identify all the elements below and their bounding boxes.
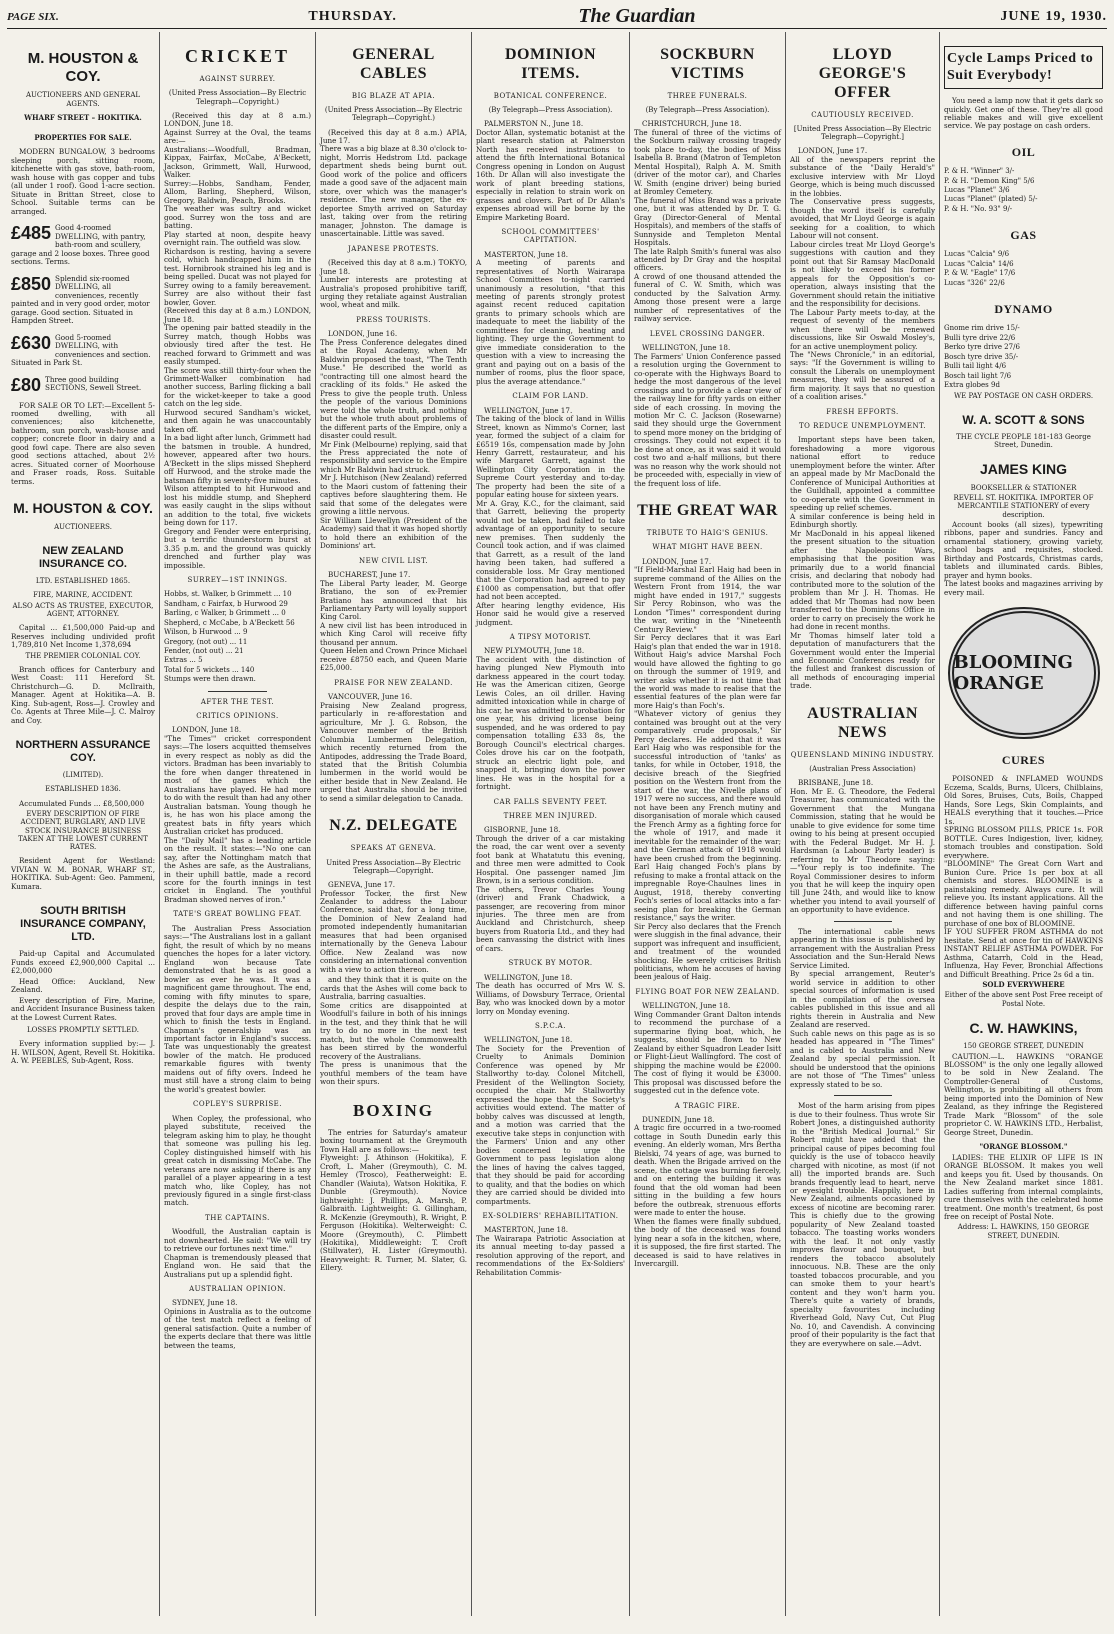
ad-northern-desc: EVERY DESCRIPTION OF FIRE ACCIDENT, BURGLARY, AND LIVE STOCK INSURANCE BUSINESS TAKEN AT THE LOWEST CURRENT RATES. — [18, 810, 148, 852]
ad-property-5-text: Three good building SECTIONS, Sewell Street. — [45, 375, 142, 392]
ad-postage: WE PAY POSTAGE ON CASH ORDERS. — [953, 392, 1094, 401]
article-tipsy-body: NEW PLYMOUTH, June 18. The accident with the distinction of having plunged New Plymouth into darkness appeared in the court today. He was the American citizen, George Lewis Coles, an oil driller. Having admitted intoxication while in charge of his car, he was admitted to probation for one year, his driving license being suspended, and he was ordered to pay compensation totalling £33 8s, the Borough Council's electrical charges. Coles drove his car on the footpath, struck an electric light pole, and snapped it, bringing down the power lines. He was in the hospital for a fortnight. — [476, 646, 625, 792]
article-rehab-body: MASTERTON, June 18. The Wairarapa Patriotic Association at its annual meeting to-day passed a resolution approving of the report, and recommendations of the Ex-Soldiers' Rehabilitation Commis- — [476, 1225, 625, 1277]
ad-caution: CAUTION.—L. HAWKINS "ORANGE BLOSSOM" is the only one legally allowed to be sold in New Zealand. The Comptroller-General of Customs, Wellington, is prohibiting all others from being imported into the Dominion of New Zealand, as they infringe the Registered Trade Mark "Blossom" of the sole proprietor C. W. HAWKINS LTD., Herbalist, George Street, Dunedin. — [944, 1051, 1103, 1137]
subhead-copley: COPLEY'S SURPRISE. — [193, 1100, 282, 1109]
price-850: £850 — [11, 274, 52, 294]
subhead-three-men: THREE MEN INJURED. — [503, 811, 598, 820]
masthead — [7, 6, 1107, 29]
divider — [208, 691, 267, 692]
article-copley-body: When Copley, the professional, who played substitute, received the telegram asking him to play, he thought that someone was pulling his leg. Copley distinguished himself with his great catch in dismissing McCabe. The veterans are now asking if there is any parallel of a player appearing in a test match who, like Copley, has not previously figured in a single first-class match. — [164, 1113, 311, 1208]
subhead-haig: TRIBUTE TO HAIG'S GENIUS. — [646, 529, 769, 538]
ad-property-2 — [11, 224, 155, 266]
article-level-crossing-body: WELLINGTON, June 18. The Farmers' Union Conference passed a resolution urging the Government to co-operate with the Highways Board to hedge the most dangerous of the level crossings and to provide a clear view of the railway line for fifty yards on either side of each crossing. In moving the motion Mr C. C. Jackson (Rosewarne) said they should urge the Government to spend more money on the bridging of crossings. They could not expect it to be done at once, as it was said it would cost two and a-half millions, but there was no reason why the work should not be proceeded with, especially in view of the frequent loss of life. — [634, 343, 781, 488]
issue-day: THURSDAY. — [308, 8, 397, 24]
subhead-after-test: AFTER THE TEST. — [200, 697, 275, 706]
article-spca-body: WELLINGTON, June 18. The Society for the Prevention of Cruelty to Animals Dominion Conference was opened by Mr Stallworthy to-day. Colonel Mitchell, President of the Wellington Society, occupied the chair. Mr Stallworthy expressed the hope that the Society's activities would extend. The matter of bobby calves was discussed at length, and a motion was carried that the executive take steps in conjunction with the Farmers' Union and any other bodies concerned to urge the Government to pass legislation along the lines of having the calves tagged, that they should be paid for according to quality, and that the bodies on which they are carried should be divided into compartments. — [476, 1035, 625, 1206]
scorecard: Hobbs, st. Walker, b Grimmett ... 10 Sandham, c Fairfax, b Hurwood 29 Barling, c Walker, b Grimmett ... 0 Shepherd, c McCabe, b A'Beckett 56 Wilson, b Hurwood ... 9 Gregory, (not out) ... 11 Fender, (not out) ... 21 Extras ... 5 Total for 5 wickets ... 140 Stumps were then drawn. — [164, 590, 295, 684]
credit-cables: (United Press Association—By Electric Telegraph—Copyright.) — [324, 106, 463, 123]
ad-houston-sub-2: AUCTIONEERS. — [54, 522, 112, 531]
ad-nz-insurance-branches: Branch offices for Canterbury and West Coast: 111 Hereford St. Christchurch—G. D. McIlraith, Manager. Agent at Hokitika—A. B. King. Sub-agent, Ross—J. Crowley and Co. Agents at Three Mile—J. C. Malroy and Coy. — [11, 664, 155, 725]
ad-nz-insurance-kind: FIRE, MARINE, ACCIDENT. — [33, 591, 133, 600]
article-geneva-body: GENEVA, June 17. Professor Tocker, the first New Zealander to address the Labour Conference, said that, for a long time, the Dominion of New Zealand had promoted independently humanitarian measures that had been organised internationally by the Geneva Labour Office. New Zealand was now considering an international convention with a view to action thereon. — [320, 880, 467, 974]
ad-nz-insurance-acts: ALSO ACTS AS TRUSTEE, EXECUTOR, AGENT, ATTORNEY. — [12, 601, 154, 618]
price-80: £80 — [11, 375, 42, 394]
article-queensland-body: BRISBANE, June 18. Hon. Mr E. G. Theodore, the Federal Treasurer, has communicated with the Government that the Mungana Commission, stating that he would be unable to give evidence for some time owing to his being at present occupied with the Federal Budget. Mr H. J. Hardsman (a Labour Party leader) is referring to Mr Theodore saying:—"Your reply is too indefinite. The Royal Commissioner desires to inform you that he will keep the inquiry open till June 24th, and would like to know whether you intend to avail yourself of an opportunity to have evidence. — [790, 778, 935, 915]
article-claim-body: WELLINGTON, June 17. The taking of the block of land in Willis Street, known as Nimmo's Corner, last year, formed the subject of a claim for £6519 16s, compensation made by John Henry Garrett, restaurateur, and his wife Margaret Garrett, against the Wellington City Corporation in the Supreme Court yesterday and to-day. The property had been the site of a popular eating house for sixteen years. Mr A. Gray, K.C., for the claimant, said that Garrett, believing the property would not be taken, had failed to take advantage of an opportunity to secure new premises. Then suddenly the Council took action, and if was claimed that Garrett, as a result of the land having been taken, had suffered a considerable loss. Mr Gray mentioned that the Corporation had agreed to pay £1000 as compensation, but that offer had not been accepted. After hearing lengthy evidence, His Honor said he would give a reserved judgment. — [476, 405, 625, 627]
headline-australian-news: AUSTRALIAN NEWS — [807, 704, 918, 741]
subhead-might-have-been: WHAT MIGHT HAVE BEEN. — [652, 543, 763, 552]
ad-cycle-lamps-body: You need a lamp now that it gets dark so quickly. Get one of these. They're all good reliable makes and will give excellent service. We pay postage on cash orders. — [944, 96, 1103, 131]
price-630: £630 — [11, 333, 52, 353]
ad-cycle-lamps-title: Cycle Lamps Priced to Suit Everybody! — [944, 46, 1103, 89]
ad-south-british-office: Head Office: Auckland, New Zealand. — [11, 976, 155, 995]
ad-south-british-losses: LOSSES PROMPTLY SETTLED. — [26, 1026, 140, 1035]
subhead-claim-land: CLAIM FOR LAND. — [512, 392, 589, 401]
ad-northern-agent: Resident Agent for Westland: VIVIAN W. M. BONAR, WHARF ST., HOKITIKA. Sub-Agent: Geo. Pammeni, Kumara. — [11, 856, 155, 891]
article-japanese-body: (Received this day at 8 a.m.) TOKYO, June 18. Lumber interests are protesting at Australia's proposed prohibitive tariff, urging they retaliate against Australian wool, wheat and milk. — [320, 258, 467, 310]
ad-property-4 — [11, 334, 155, 368]
ad-hawkins-title: C. W. HAWKINS, — [969, 1019, 1078, 1036]
article-tragic-fire-body: DUNEDIN, June 18. A tragic fire occurred in a two-roomed cottage in South Dunedin early this evening. An elderly woman, Mrs Bertha Bielski, 74 years of age, was burned to death. When the Brigade arrived on the scene, the cottage was burning fiercely, and on entering the building it was found that the old woman had been sitting in the building a few hours before the outbreak, strenuous efforts were made to enter the house. When the flames were finally subdued, the body of the deceased was found lying near a sofa in the kitchen, where, it is supposed, the fire first started. The deceased is said to have relatives in Invercargill. — [634, 1114, 781, 1269]
credit-lloyd-george: [United Press Association—By Electric Telegraph—Copyright.] — [793, 124, 932, 142]
subhead-tragic-fire: A TRAGIC FIRE. — [674, 1101, 741, 1110]
subhead-unemployment: TO REDUCE UNEMPLOYMENT. — [798, 422, 926, 431]
subhead-botanical: BOTANICAL CONFERENCE. — [493, 91, 608, 100]
subhead-level-crossing: LEVEL CROSSING DANGER. — [649, 329, 766, 338]
ad-dynamo-heading: DYNAMO — [994, 302, 1053, 317]
newspaper-title: The Guardian — [578, 5, 696, 28]
ad-nz-insurance-capital: Capital ... £1,500,000 Paid-up and Reserves including undivided profit 1,789,810 Net Income 1,378,694 — [11, 623, 155, 650]
subhead-funerals: THREE FUNERALS. — [667, 91, 748, 100]
subhead-against-surrey: AGAINST SURREY. — [199, 75, 276, 84]
ad-cures-heading: CURES — [1001, 753, 1046, 768]
page-number: PAGE SIX. — [7, 10, 59, 23]
headline-sockburn: SOCKBURN VICTIMS — [660, 46, 755, 82]
article-car-falls-body: GISBORNE, June 18. Through the driver of a car mistaking the road, the car went over a seventy foot bank at Whatatutu this evening, and three men were admitted to Cook Hospital. One passenger named Jim Brown, is in a serious condition. The others, Trevor Charles Young (driver) and Frank Chadwick, a passenger, are recovering from minor injuries. The three men are from Auckland and Christchurch, sheep buyers from Ruatoria Ltd., and they had been canvassing the district with lines of cars. — [476, 825, 625, 953]
article-flying-boat-body: WELLINGTON, June 18. Wing Commander Grant Dalton intends to recommend the purchase of a supermarine flying boat, which, he suggests, should be flown to New Zealand by either Squadron Leader Isitt or Flight-Lieut Wallingford. The cost of shipping the machine would be £2000. The cost of flying it would be £3000. This proposal was discussed before the suggested cut in the defence vote. — [634, 1001, 781, 1096]
article-apia-body: (Received this day at 8 a.m.) APIA, June 17. There was a big blaze at 8.30 o'clock to-night, Morris Hedstrom Ltd. package department sheds being burnt out. Good work of the police and officers made a good save of the adjacent main store, over which was the manager's residence. The new manager, the ex-deportee Smyth arrived on Saturday last, taking over from the retiring manager, Johnston. The damage is unascertainable. Little was saved. — [320, 127, 467, 239]
column-lloyd-george — [785, 32, 939, 1616]
ad-scott-title: W. A. SCOTT & SONS — [962, 412, 1085, 427]
subhead-queensland: QUEENSLAND MINING INDUSTRY. — [790, 750, 935, 759]
ad-property-2-text: Good 4-roomed DWELLING, with pantry, bath-room and scullery, garage and 2 loose boxes. Three good sections. Terms. — [11, 224, 150, 267]
credit-australian: (Australian Press Association) — [809, 764, 916, 773]
subhead-struck: STRUCK BY MOTOR. — [508, 959, 593, 968]
credit-dominion: (By Telegraph—Press Association). — [488, 106, 613, 114]
ad-gas-heading: GAS — [1010, 228, 1037, 243]
subhead-australian-opinion: AUSTRALIAN OPINION. — [189, 1285, 286, 1294]
ad-houston-title-2: M. HOUSTON & COY. — [13, 500, 153, 517]
subhead-cautiously: CAUTIOUSLY RECEIVED. — [811, 110, 914, 119]
ad-south-british-info: Every information supplied by:— J. H. WILSON, Agent, Revell St. Hokitika. A. W. PEEBLES, Sub-Agent, Ross. — [11, 1039, 155, 1066]
ad-oil-prices: P. & H. "Winner" 3/- P. & H. "Demon King" 5/6 Lucas "Planet" 3/6 Lucas "Planet" (plated) 5/- P. & H. "No. 93" 9/- — [944, 167, 1038, 213]
subhead-fresh-efforts: FRESH EFFORTS. — [826, 407, 899, 416]
subhead-apia: BIG BLAZE AT APIA. — [351, 91, 436, 100]
ad-nz-insurance-title: NEW ZEALAND INSURANCE CO. — [38, 545, 127, 571]
headline-dominion-items: DOMINION ITEMS. — [504, 46, 597, 82]
ad-sold-everywhere: SOLD EVERYWHERE — [982, 980, 1065, 989]
credit-sockburn: (By Telegraph—Press Association). — [645, 106, 770, 114]
ad-property-5 — [11, 376, 155, 394]
ad-northern-est: ESTABLISHED 1836. — [45, 785, 121, 794]
article-botanical-body: PALMERSTON N., June 18. Doctor Allan, systematic botanist at the plant research station at Palmerston North has received instructions to attend the fifth International Botanical Congress opening in London on August 16th. Dr Allan will also investigate the work of plant breeding stations, especially in relation to strain work on grasses and clovers. Part of Dr Allan's expenses abroad will be borne by the Empire Marketing Board. — [476, 119, 625, 222]
article-school-body: MASTERTON, June 18. A meeting of parents and representatives of North Wairarapa School Committees to-night carried unanimously a resolution, "that this meeting of parents strongly protest against recent reduced capitation grants to primary schools which are inadequate to meet the liability of the committees for cleaning, heating and lighting. They urge the Government to give immediate consideration to the question with a view to increasing the grant and paying out on a basis of the number of rooms, plus the floor space, plus the average attendance." — [476, 249, 625, 386]
article-press-tourists-body: LONDON, June 16. The Press Conference delegates dined at the Royal Academy, when Mr Baldwin proposed the toast, "The Tenth Muse." He described the world as "contracting till one almost heard the crackling of its folds." He asked the Press to give the people truth. Unless the people of the various Dominions were told the whole truth, and nothing but the whole truth about problems of the different parts of the Empire, only a disaster could result. Mr Fink (Melbourne) replying, said that the Press appreciated the note of responsibility and service to the Empire which Mr Baldwin had struck. Mr J. Hutchison (New Zealand) referred to the Maori custom of fattening their captives before slaughtering them. He said that some of the delegates were growing a little nervous. Sir William Llewellyn (President of the Academy) said that it was hoped shortly to hold there an exhibition of the Dominions' art. — [320, 329, 467, 551]
article-cricket-continued: and they think that it is quite on the cards that the Ashes will come back to Australia, barring casualties. Some critics are disappointed at Woodfull's failure in both of his innings in the test, and they think that he will try to do no more in the next test match, but the whole Commonwealth has been stirred by the wonderful recovery of the Australians. The press is unanimous that the youthful members of the team have won their spurs. — [320, 975, 467, 1087]
article-boxing-body: The entries for Saturday's amateur boxing tournament at the Greymouth Town Hall are as follows:— Flyweight: J. Athinson (Hokitika), F. Croft, L. Maher (Greymouth), C. M. Hemley (Trosco), Featherweight: E. Chandler (Waiuta), Watson Hokitika, F. Dunble (Greymouth). Novice lightweight: J. Phillips, A. Marsh, P. Galbraith. Lightweight: G. Gillingham, R. McKenzie (Greymouth), R. Wright, P. Ferguson (Hokitika). Welterweight: C. Moore (Greymouth), C. Plimbett (Hokitika), Middleweight: T. Croft (Stillwater), H. Lister (Greymouth). Heavyweight: R. Turner, M. Slater, G. Ellery. — [320, 1127, 467, 1273]
ad-james-king-body: Account books (all sizes), typewriting ribbons, paper and sundries. Fancy and ornamental stationery, growing variety, school bags and requisites, stocked. Birthday and Postcards, Christmas cards, tablets and illuminated cards. Bibles, prayer and hymn books. The latest books and magazines arriving by every mail. — [944, 519, 1103, 597]
article-cricket-body: (Received this day at 8 a.m.) LONDON, June 18. Against Surrey at the Oval, the teams are:— Australians:—Woodfull, Bradman, Kippax, Fairfax, McCabe, A'Beckett, Jackson, Grimmett, Wall, Hurwood, Walker. Surrey:—Hobbs, Sandham, Fender, Allom, Barling, Shepherd, Wilson, Gregory, Baldwin, Peach, Brooks. The weather was sultry and wicket good. Surrey won the toss and are batting. Play started at noon, despite heavy overnight rain. The outfield was slow. Richardson is resting, having a severe cold, which handicapped him in the test. Hornibrook strained his leg and is being spelled. Ducat was not played for Surrey owing to a family bereavement. Surrey are also without their fast bowler, Gover. (Received this day at 8 a.m.) LONDON, June 18. The opening pair batted steadily in the Surrey match, though Hobbs was obviously tired after the test. He reached forward to Grimmett and was easily stumped. The score was still thirty-four when the Grimmett-Walker combination had another success, Barling flicking a ball for the wicket-keeper to take a good catch on the leg side. Hurwood secured Sandham's wicket, and then again he was unaccountably taken off. In a bad light after lunch, Grimmett had the batsmen in trouble. A hundred, however, appeared after two hours. A'Beckett in the slips missed Shepherd off Hurwood, and the stroke made the batsman fifty in seventy-five minutes. Wilson attempted to hit Hurwood and lost his middle stump, and Shepherd was easily caught in the slips without an addition to the total, five wickets being down for 117. Gregory and Fender were enterprising, but a terrific thunderstorm burst at 3.35 p.m. and the ground was quickly drenched and further play was impossible. — [164, 110, 311, 570]
ad-property-1: MODERN BUNGALOW, 3 bedrooms sleeping porch, sitting room, kitchenette with gas stove, bath-room, wash house with gas copper and tubs (all under 1 roof). Good 1-acre section. Situate in Brittan Street, close to School. Suitable terms can be arranged. — [11, 147, 155, 216]
divider — [834, 921, 892, 922]
article-critics-body: LONDON, June 18. "The Times'" cricket correspondent says:—The losers acquitted themselves in every respect as nobly as did the victors. Bradman has been invariably to the fore when danger threatened in most of the games which the Australians have played. He had more to do with the result than had any other Australian batsman. Young though he is, he has won his place among the greatest bats in fifty years which Australian cricket has produced. The "Daily Mail" has a leading article on the result. It states:—"No one can say, after the Nottingham match that the Ashes are safe, as the Australians, in their uphill battle, made a record score for the fourth innings in test cricket in England. The youthful Bradman showed nerves of iron." — [164, 725, 311, 904]
column-cricket — [159, 32, 315, 1616]
ad-scott-sub: THE CYCLE PEOPLE 181-183 George Street, Dunedin. — [956, 432, 1091, 450]
subhead-japanese: JAPANESE PROTESTS. — [347, 244, 440, 253]
ad-south-british-capital: Paid-up Capital and Accumulated Funds exceed £2,900,000 Capital ... £2,000,000 — [11, 949, 155, 976]
column-advertisements — [7, 32, 159, 1616]
ad-hawkins-address: 150 GEORGE STREET, DUNEDIN — [963, 1042, 1084, 1051]
ad-south-british-title: SOUTH BRITISH INSURANCE COMPANY, LTD. — [20, 905, 146, 944]
subhead-press-tourists: PRESS TOURISTS. — [356, 315, 431, 324]
article-funerals-body: CHRISTCHURCH, June 18. The funeral of three of the victims of the Sockburn railway crossing tragedy took place to-day, the bodies of Miss Isabella B. Brand (Matron of Templeton Mental Hospital), Ralph A. M. Smith (driver of the motor car), and Charles W. Smith (engine driver) being buried at Bromley Cemetery. The funeral of Miss Brand was a private one, but it was attended by Dr. T. G. Gray (Director-General of Mental Hospitals), and members of the staffs of Sunnyside and Templeton Mental Hospitals. The late Ralph Smith's funeral was also attended by Dr Gray and the hospital officers. A crowd of one thousand attended the funeral of C. W. Smith, which was conducted by the Salvation Army. Among those present were a large number of representatives of the railway service. — [634, 119, 781, 324]
ad-property-3-text: Splendid six-roomed DWELLING, all conveniences, recently painted and in very good order, motor garage. Good section. Situated in Hampden Street. — [11, 274, 150, 326]
ad-property-6: FOR SALE OR TO LET:—Excellent 5-roomed dwelling, with all conveniences; also kitchenette, bathroom, sun porch, wash-house and copper; concrete floor in dairy and a good fowl cape. There are also seven good sections attached, about 2½ acres. Situated corner of Moorhouse and Fraser roads, Ross. Suitable terms. — [11, 400, 155, 486]
credit-cricket: (United Press Association—By Electric Telegraph—Copyright.) — [168, 89, 307, 106]
ad-houston-title: M. HOUSTON & COY. — [27, 50, 139, 85]
headline-lloyd-george: LLOYD GEORGE'S OFFER — [818, 46, 907, 101]
ad-hawkins-address-2: Address: L. HAWKINS, 150 GEORGE STREET, DUNEDIN. — [957, 1223, 1090, 1240]
ad-property-4-text: Good 5-roomed DWELLING, with conveniences and section. Situated in Park St. — [11, 333, 151, 368]
subhead-rehab: EX-SOLDIERS' REHABILITATION. — [482, 1212, 619, 1221]
ad-oil-heading: OIL — [1011, 144, 1036, 159]
subhead-geneva: SPEAKS AT GENEVA. — [350, 844, 437, 853]
newspaper-page — [7, 6, 1107, 1618]
ad-james-king-title: JAMES KING — [979, 461, 1068, 478]
subhead-car-falls: CAR FALLS SEVENTY FEET. — [493, 797, 608, 806]
tobacco-advertorial: Most of the harm arising from pipes is due to their foulness. Thus wrote Sir Robert Jones, a distinguished authority in the "British Medical Journal." Sir Robert might have added that the principal cause of pipes becoming foul quickly is the use of tobacco heavily charged with nicotine, as most (if not all) the imported brands are. Such brands frequently lead to heart, nerve or eyesight trouble. Happily, here in New Zealand, ailments occasioned by excess of nicotine are becoming rarer. This is chiefly due to the growing popularity of New Zealand toasted tobacco. The toasting works wonders with the leaf. It not only vastly improves flavour and bouquet, but renders the tobacco absolutely innocuous. N.B. These are the only toasted tobaccos procurable, and you can smoke them to your heart's content and they won't harm you. There's quite a variety of brands, specialty favourites including Riverhead Gold, Navy Cut, Cut Plug No. 10, and Cavendish. A convincing proof of their popularity is the fact that they are everywhere on sale.—Advt. — [790, 1101, 935, 1348]
ad-cures-body: POISONED & INFLAMED WOUNDS Eczema, Scalds, Burns, Ulcers, Chilblains, Old Sores, Bruises, Cuts, Boils, Chapped Hands, Sore Legs, Skin Complaints, and HEALS everything that it touches.—Price 1s. SPRING BLOSSOM PILLS, PRICE 1s. FOR BOTTLE. Cures Indigestion, liver, kidney, stomach troubles and constipation. Sold everywhere. "BLOOMINE" The Great Corn Wart and Bunion Cure. Price 1s per box at all chemists and stores. BLOOMINE is a painstaking remedy. Always cure. It will relieve you. Its instant applications. All the difference between having painful corns and not having them is one shilling. The purchase of one box of BLOOMINE. IF YOU SUFFER FROM ASTHMA do not hesitate. Send at once for tin of HAWKINS INSTANT RELIEF ASTHMA POWDER. For Asthma, Catarrh, Cold in the Head, Influenza, Hay Fever, Bronchial Affections and Difficult Breathing. Price 2s 6d a tin. — [944, 774, 1103, 979]
ad-dynamo-prices: Gnome rim drive 15/- Bulli tyre drive 22/6 Berko tyre drive 27/6 Bosch tyre drive 35/- Bulli tail light 4/6 Bosch tail light 7/6 Extra globes 9d — [944, 324, 1020, 389]
ad-james-king-address: REVELL ST. HOKITIKA. IMPORTER OF MERCANTILE STATIONERY of every description. — [953, 494, 1094, 519]
article-tate-body: The Australian Press Association says:—"The Australians lost in a gallant fight, the result of which by no means quenches the hopes for a later victory. England won because Tate demonstrated that he is as good a bowler as ever he was. It was a magnificent game throughout. The end, coming with fifty minutes to spare, despite the delays due to the rain, proved that four days are ample time in which to finish the tests in England. Chapman's generalship was an important factor in England's success. Tate was unquestionably the greatest bowler of the match. He produced remarkable figures with twenty maidens out of fifty overs. Indeed he must still have a strong claim to being the world's greatest bowler. — [164, 923, 311, 1094]
subhead-tipsy: A TIPSY MOTORIST. — [509, 633, 592, 642]
article-lloyd-george-body: LONDON, June 17. All of the newspapers reprint the substance of the "Daily Herald's" exclusive interview with Mr Lloyd George, which is being much discussed in the lobbies. The Conservative press suggests, though the word itself is carefully avoided, that Mr Lloyd George is again seeking for a coalition, to which Labour will not consent. Labour circles treat Mr Lloyd George's suggestions with caution and they point out that Sir Ramsay MacDonald is not likely to exceed his former appeals for the Opposition's co-operation, always insisting that the Government should retain the initiative and the responsibility for decisions. The Labour Party meets to-day, at the request of seventy of the members when there will be renewed discussions, like Sir Oswald Mosley's, for an active unemployment policy. The "News Chronicle," in an editorial, says: "If the Government is willing to consult the Liberals on unemployment measures, they will be assured of a firm majority. It says that no question of a coalition arises." — [790, 146, 935, 402]
headline-boxing: BOXING — [353, 1100, 434, 1120]
subhead-school: SCHOOL COMMITTEES' CAPITATION. — [501, 228, 600, 245]
credit-geneva: United Press Association—By Electric Telegraph—Copyright. — [326, 858, 461, 875]
ad-northern-title: NORTHERN ASSURANCE COY. — [15, 739, 151, 765]
subhead-civil-list: NEW CIVIL LIST. — [358, 556, 429, 565]
headline-great-war: THE GREAT WAR — [637, 502, 778, 520]
article-captains-body: Woodfull, the Australian captain is not downhearted. He said: "We will try to retrieve our fortunes next time." Chapman is tremendously pleased that England won. He said that the Australians put up a splendid fight. — [164, 1227, 311, 1279]
ad-houston-sub: AUCTIONEERS AND GENERAL AGENTS. — [25, 91, 141, 108]
price-485: £485 — [11, 224, 52, 244]
ad-sold-sub: Either of the above sent Post Free receipt of Postal Note. — [944, 991, 1103, 1008]
ad-property-3 — [11, 275, 155, 326]
ad-ladies: LADIES: THE ELIXIR OF LIFE IS IN ORANGE BLOSSOM. It makes you well and keeps you fit. Used by thousands. On the New Zealand market since 1881. Ladies suffering from internal complaints, cure themselves with the celebrated home treatment. One month's treatment, 6s post free on receipt of Postal Note. — [944, 1152, 1103, 1221]
article-praise-body: VANCOUVER, June 16. Praising New Zealand progress, particularly in re-afforestation and agriculture, Mr J. G. Robson, the Vancouver member of the British Columbia Lumbermen Delegation, which recently returned from the Antipodes, addressing the Trade Board, stated that the British Columbia lumbermen in the world would be either beside that in New Zealand. He urged that Australia should be invited to send a similar delegation to Canada. — [320, 692, 467, 803]
subhead-tate: TATE'S GREAT BOWLING FEAT. — [173, 910, 302, 919]
subhead-flying-boat: FLYING BOAT FOR NEW ZEALAND. — [635, 987, 780, 996]
ad-james-king-sub: BOOKSELLER & STATIONER — [970, 483, 1077, 492]
ad-gas-prices: Lucas "Calcia" 9/6 Lucas "Calcia" 14/6 P. & W. "Eagle" 17/6 Lucas "326" 22/6 — [944, 250, 1016, 287]
ad-northern-funds: Accumulated Funds ... £8,500,000 — [19, 798, 145, 808]
ad-south-british-desc: Every description of Fire, Marine, and Accident Insurance Business taken at the Lowest Current Rates. — [11, 995, 155, 1022]
subhead-captains: THE CAPTAINS. — [205, 1213, 270, 1222]
ad-houston-address: WHARF STREET – HOKITIKA. — [24, 112, 142, 122]
cable-notice: The international cable news appearing in this issue is published by arrangement with the Australian Press Association and the Sun-Herald News Service Limited. By special arrangement, Reuter's world service in addition to other special sources of information is used in the compilation of the oversea cables published in this issue and all rights therein in Australia and New Zealand are reserved. Such cable news on this page as is so headed has appeared in "The Times" and is cabled to Australia and New Zealand by special permission. It should be understood that the opinions are not those of "The Times" unless expressly stated to be so. — [790, 926, 935, 1089]
column-ads-right — [939, 32, 1107, 1616]
ad-northern-sub: (LIMITED). — [62, 771, 104, 780]
headline-general-cables: GENERAL CABLES — [352, 46, 435, 82]
ad-properties-heading: PROPERTIES FOR SALE. — [34, 133, 132, 143]
ad-nz-insurance-tag: THE PREMIER COLONIAL COY. — [25, 651, 141, 660]
headline-cricket: CRICKET — [184, 46, 290, 66]
article-great-war-body: LONDON, June 17. "If Field-Marshal Earl Haig had been in supreme command of the Allies on the Western Front from 1914, the war might have ended in 1917," suggests Sir Percy Robinson, who was the London "Times'" correspondent during the war, writing in the "Nineteenth Century Review." Sir Percy declares that it was Earl Haig's plan that ended the war in 1918. Without Haig's advice Marshal Foch would have allowed the fighting to go on through the summer of 1919, and writer asks whether it is not time that the world was made to realise that the essential features of the plan were far more Haig's than Foch's. "Whatever victory of genius they contained was brought out at the very comparatively crude proposals," Sir Percy declares. He added that it was Earl Haig who was responsible for the successful introduction of 'tanks' as tanks, for while in October, 1918, the decisive breach of the Siegfried position on the Western front from the start of the war, the Nivelle plans of 1917 were no success, and there would not have been any French mutiny and disorganisation of morale which caused the French Army as a fighting force for the whole of 1917, and made it inevitable for the remainder of the war; and the German attack of 1918 would have been crushed from the beginning. Earl Haig changed Foch's plans by refusing to make a frontal attack on the impregnable Roye-Chaulnes lines in August, 1918, thereby converting Foch's series of local attacks into a far-seeing plan for breaking the German resistance," says the writer. Sir Percy also declares that the French were sluggish in the final advance, their support was infrequent and insufficient, and treatment of the wounded shocking. He severely criticises British politicians, whom he accuses of having been jealous of Haig. — [634, 556, 781, 982]
headline-nz-delegate: N.Z. DELEGATE — [329, 817, 458, 835]
scorecard-heading: SURREY—1ST INNINGS. — [187, 576, 288, 585]
column-general-cables — [315, 32, 471, 1616]
columns — [7, 32, 1107, 1616]
ad-orange-blossom-heading: "ORANGE BLOSSOM." — [979, 1142, 1068, 1152]
column-sockburn — [629, 32, 785, 1616]
article-civil-list-body: BUCHAREST, June 17. The Liberal Party leader, M. George Bratiano, the son of ex-Premier Bratiano has announced that his Parliamentary Party will loyally support King Carol. A new civil list has been introduced in which King Carol will receive fifty thousand per annum. Queen Helen and Crown Prince Michael receive £8750 each, and Queen Marie £25,000. — [320, 570, 467, 673]
article-opinion-body: SYDNEY, June 18. Opinions in Australia as to the outcome of the test match reflect a feeling of general satisfaction. Quite a number of the experts declare that there was little between the teams, — [164, 1298, 311, 1350]
ad-nz-insurance-sub: LTD. ESTABLISHED 1865. — [35, 577, 131, 586]
subhead-spca: S.P.C.A. — [535, 1022, 566, 1031]
subhead-praise-nz: PRAISE FOR NEW ZEALAND. — [334, 678, 453, 687]
article-struck-body: WELLINGTON, June 18. The death has occurred of Mrs W. S. Williams, of Dowsbury Terrace, Oriental Bay, who was knocked down by a motor lorry on Monday evening. — [476, 972, 625, 1016]
divider — [834, 1095, 892, 1096]
column-dominion-items — [471, 32, 629, 1616]
issue-date: JUNE 19, 1930. — [1000, 8, 1107, 24]
article-unemployment-body: Important steps have been taken, foreshadowing a more vigorous national effort to reduce unemployment before the winter. After an appeal made by Mr MacDonald the Conference of Municipal Authorities at the Guildhall, appointed a committee to co-operate with the Government in speeding up relief schemes. A similar conference is being held in Edinburgh shortly. Mr MacDonald in his appeal likened the present situation to the situation after the Napoleonic Wars, emphasising that the position was primarily due to a world financial crisis, and declaring that nobody had contributed more to the solution of the problem than Mr J. H. Thomas. He added that Mr Thomas had now been transferred to the Dominions Office in order to carry on precisely the work he had done in recent months. Mr Thomas himself later told a deputation of manufacturers that the Government would enter the Imperial and Economic Conferences ready for the fullest and frankest discussion of all methods of encouraging imperial trade. — [790, 435, 935, 691]
orange-blossom-logo: BLOOMING ORANGE — [948, 607, 1100, 739]
subhead-critics: CRITICS OPINIONS. — [196, 712, 279, 721]
